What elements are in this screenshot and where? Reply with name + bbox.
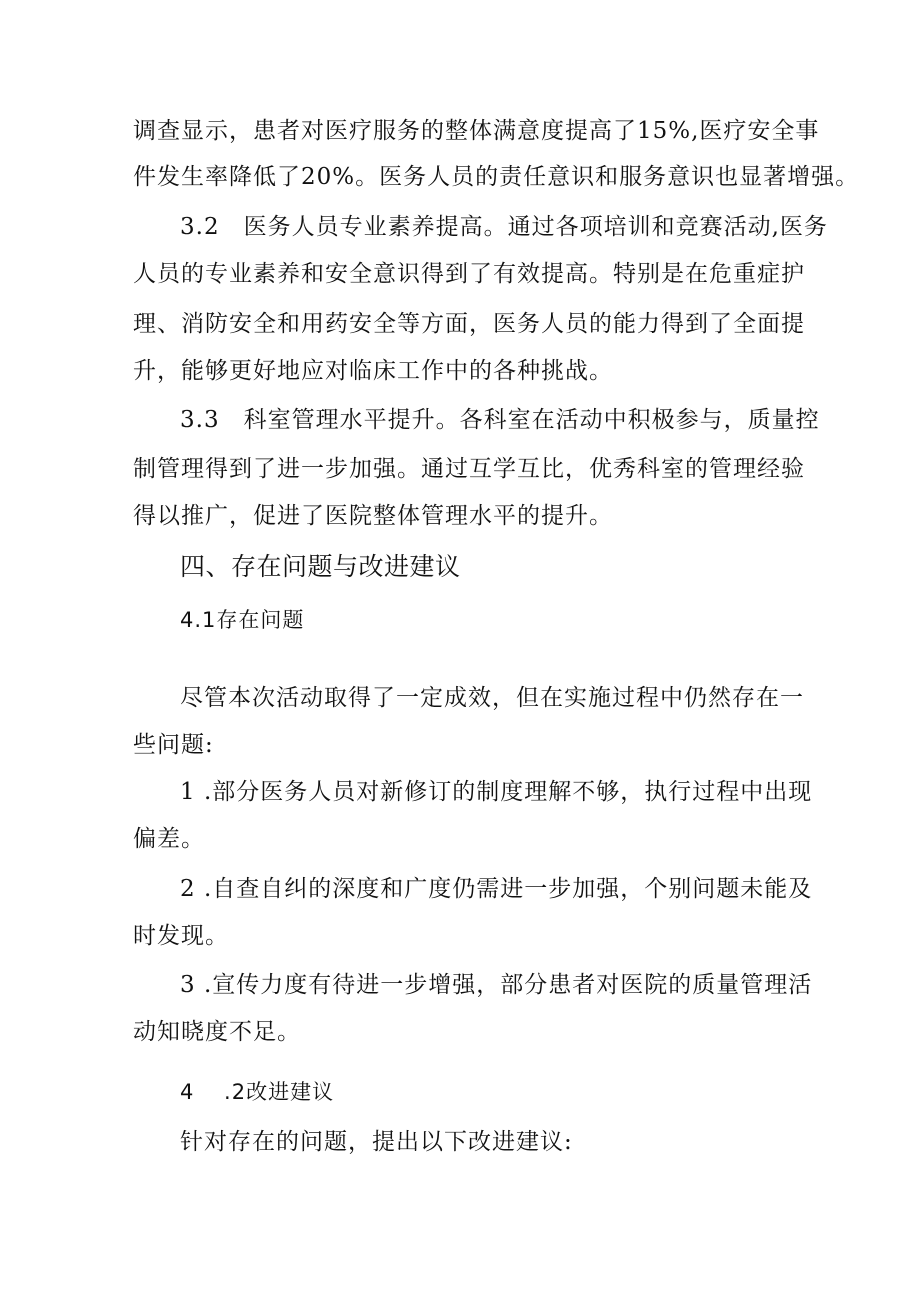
text-line: 件发生率降低了20%。医务人员的责任意识和服务意识也显著增强。	[133, 164, 860, 190]
text-line: 针对存在的问题，提出以下改进建议:	[180, 1129, 573, 1155]
text-line: 偏差。	[133, 826, 205, 852]
text-line: 尽管本次活动取得了一定成效，但在实施过程中仍然存在一	[180, 685, 804, 711]
text-line: 人员的专业素养和安全意识得到了有效提高。特别是在危重症护	[133, 261, 805, 287]
list-item: 3 .宣传力度有待进一步增强，部分患者对医院的质量管理活	[180, 972, 813, 998]
text-line: 调查显示，患者对医疗服务的整体满意度提高了15%,医疗安全事	[133, 118, 820, 144]
text-line: 些问题:	[133, 732, 214, 758]
subsection-heading: 4.1存在问题	[180, 608, 305, 632]
list-item: 2 .自查自纠的深度和广度仍需进一步加强，个别问题未能及	[180, 876, 813, 902]
text-line: 理、消防安全和用药安全等方面，医务人员的能力得到了全面提	[133, 311, 805, 337]
subsection-heading: 4 .2改进建议	[180, 1080, 335, 1104]
text-line: 升，能够更好地应对临床工作中的各种挑战。	[133, 358, 613, 384]
text-line: 制管理得到了进一步加强。通过互学互比，优秀科室的管理经验	[133, 456, 805, 482]
text-line: 得以推广，促进了医院整体管理水平的提升。	[133, 503, 613, 529]
list-item: 1 .部分医务人员对新修订的制度理解不够，执行过程中出现	[180, 779, 813, 805]
text-line: 时发现。	[133, 923, 229, 949]
text-line: 3.2 医务人员专业素养提高。通过各项培训和竞赛活动,医务	[180, 214, 828, 240]
section-heading: 四、存在问题与改进建议	[180, 552, 461, 581]
text-line: 动知晓度不足。	[133, 1019, 301, 1045]
text-line: 3.3 科室管理水平提升。各科室在活动中积极参与，质量控	[180, 407, 820, 433]
